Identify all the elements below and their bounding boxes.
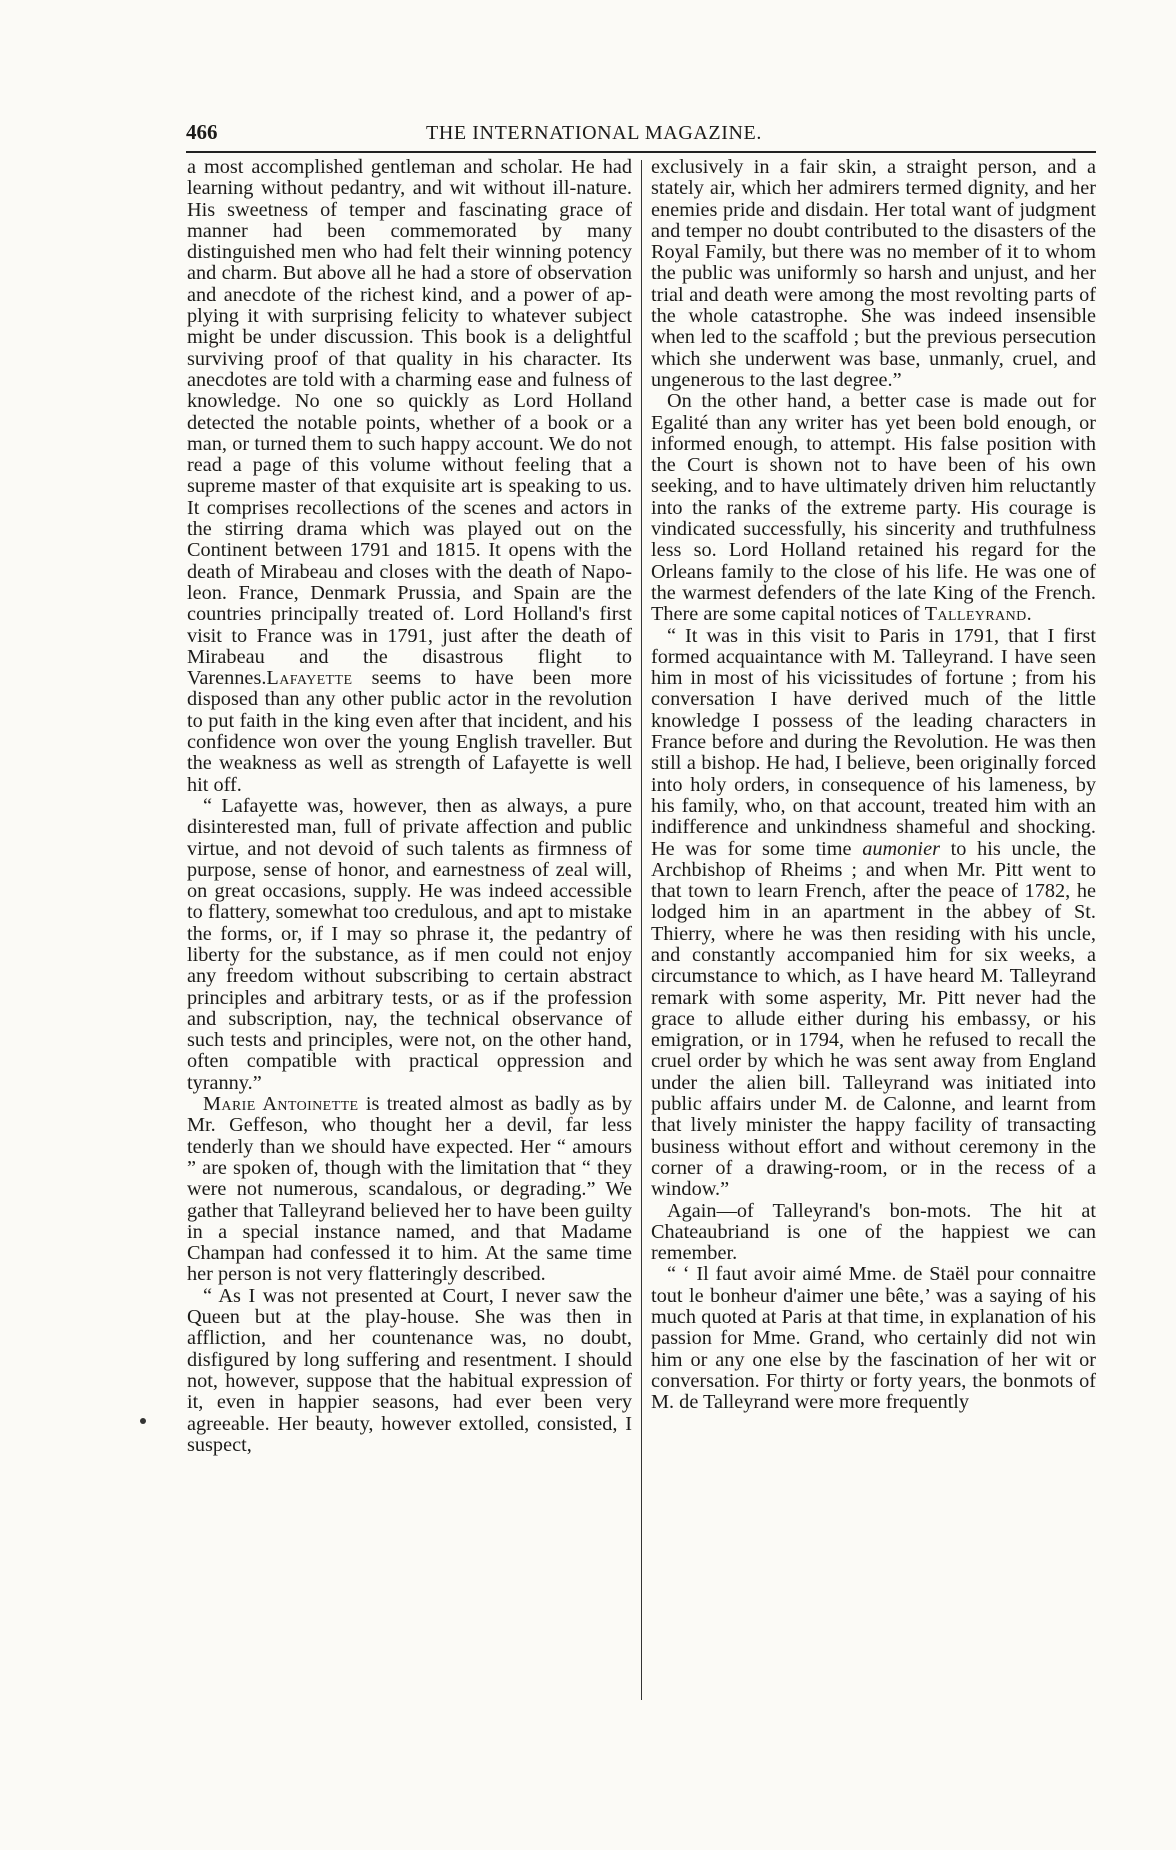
right-column <box>651 157 1096 1414</box>
paragraph-queen-quote-continued: exclusively in a fair skin, a straight person, and a stately air, which her admirers termed dignity, and her enemies pride and disdain. Her total want of judgment and temper no doubt contributed to the disasters of the Royal Family, but there was no member of it to whom the public was uniformly so harsh and unjust, and her trial and death were among the most revolting parts of the whole catastrophe. She was indeed insensible when led to the scaffold ; but the previous persecution which she underwent was base, unmanly, cruel, and ungenerous to the last degree.” <box>651 156 1096 391</box>
small-caps-name: Talleyrand <box>924 603 1027 626</box>
page-header <box>186 120 1096 150</box>
italic-word: aumonier <box>862 837 940 860</box>
paragraph-queen-quote: “ As I was not presented at Court, I never saw the Queen but at the play-house. She was then in affliction, and her countenance was, no doubt, disfigured by long suffering and resentment. I should not, however, suppose that the habitual expression of it, even in happier seasons, had ever been very agreeable. Her beauty, however extolled, consisted, I suspect, <box>187 1284 632 1456</box>
paragraph-marie-antoinette: Marie Antoinette is treated almost as badly as by Mr. Geffeson, who thought her a devil, far less tenderly than we should have expected. Her “ amours ” are spoken of, though with the limitation that “ they were not numerous, scandalous, or degrading.” We gather that Talleyrand believed her to have been guilty in a special instance named, and that Madame Champan had confessed it to him. At the same time her person is not very flatteringly described. <box>187 1093 632 1286</box>
paragraph-egalite: On the other hand, a better case is made out for Egalité than any writer has yet been bold enough, or informed enough, to attempt. His false position with the Court is shown not to have been of his own seeking, and to have ultimately driven him reluctantly into the ranks of the extreme party. His courage is vindicated successfully, his sincerity and truthfulness less so. Lord Holland retained his regard for the Orleans family to the close of his life. He was one of the warmest defenders of the late King of the French. There are some capital notices of Talleyrand. <box>651 390 1096 626</box>
page-number: 466 <box>186 120 218 144</box>
paragraph-holland-character: a most accomplished gentleman and scholar. He had learning without pedantry, and wit without ill-nature. His sweetness of temper and fascinating grace of manner had been commemorated by many distinguished men who had felt their winning potency and charm. But above all he had a store of observation and anecdote of the richest kind, and a power of applying it with surprising felicity to whatever subject might be under discussion. This book is a delightful surviving proof of that quality in his character. Its anecdotes are told with a charming ease and fulness of knowledge. No one so quickly as Lord Holland detected the notable points, whether of a book or a man, or turned them to such happy account. We do not read a page of this volume without feeling that a supreme master of that exquisite art is speaking to us. It comprises recollections of the scenes and actors in the stirring drama which was played out on the Continent between 1791 and 1815. It opens with the death of Mirabeau and closes with the death of Napoleon. France, Denmark Prussia, and Spain are the countries principally treated of. Lord Holland's first visit to France was in 1791, just after the death of Mirabeau and the disastrous flight to Varennes.Lafayette seems to have been more disposed than any other public actor in the revolution to put faith in the king even after that incident, and his confidence won over the young English traveller. But the weakness as well as strength of Lafayette is well hit off. <box>187 156 632 796</box>
small-caps-name: Marie Antoinette <box>203 1093 359 1116</box>
column-divider <box>641 160 642 1700</box>
small-caps-name: Lafayette <box>266 667 353 690</box>
paragraph-talleyrand-quote: “ It was in this visit to Paris in 1791, that I first formed acquaintance with M. Talleyrand. I have seen him in most of his vicissitudes of fortune ; from his conversation I have derived much of the little knowledge I possess of the leading characters in France before and during the Revolution. He was then still a bishop. He had, I believe, been originally forced into holy orders, in consequence of his lameness, by his family, who, on that account, treated him with an indifference and unkindness shameful and shocking. He was for some time aumonier to his uncle, the Archbishop of Rheims ; and when Mr. Pitt went to that town to learn French, after the peace of 1782, he lodged him in an apartment in the abbey of St. Thierry, where he was then residing with his uncle, and constantly accompanied him for six weeks, a circumstance to which, as I have heard M. Talleyrand remark with some asperity, Mr. Pitt never had the grace to allude either during his embassy, or his emigration, or in 1794, when he refused to recall the cruel order by which he was sent away from England under the alien bill. Talleyrand was initiated into public affairs under M. de Calonne, and learnt from that lively minister the happy facility of transacting business without effort and without ceremony in the corner of a drawing-room, or in the recess of a window.” <box>651 624 1096 1201</box>
paragraph-bon-mots: Again—of Talleyrand's bon-mots. The hit at Chateaubriand is one of the happiest we can remember. <box>651 1199 1096 1265</box>
left-column <box>187 157 632 1456</box>
margin-ink-mark <box>140 1418 146 1424</box>
paragraph-stael-quote: “ ‘ Il faut avoir aimé Mme. de Staël pour connaitre tout le bonheur d'aimer une bête,’ was a saying of his much quoted at Paris at that time, in explanation of his passion for Mme. Grand, who certainly did not win him or any one else by the fascination of her wit or conversation. For thirty or forty years, the bonmots of M. de Talleyrand were more frequently <box>651 1263 1096 1414</box>
paragraph-lafayette-quote: “ Lafayette was, however, then as always, a pure disinterested man, full of private affection and public virtue, and not devoid of such talents as firmness of purpose, sense of honor, and earnestness of zeal will, on great occasions, supply. He was indeed accessible to flattery, somewhat too credulous, and apt to mistake the forms, or, if I may so phrase it, the pedantry of liberty for the substance, as if men could not enjoy any freedom without subscribing to certain abstract principles and arbitrary tests, or as if the profession and subscription, nay, the technical observance of such tests and principles, were not, on the other hand, often compatible with practical oppression and tyranny.” <box>187 794 632 1094</box>
running-title: THE INTERNATIONAL MAGAZINE. <box>426 122 762 144</box>
header-rule <box>186 151 1096 153</box>
